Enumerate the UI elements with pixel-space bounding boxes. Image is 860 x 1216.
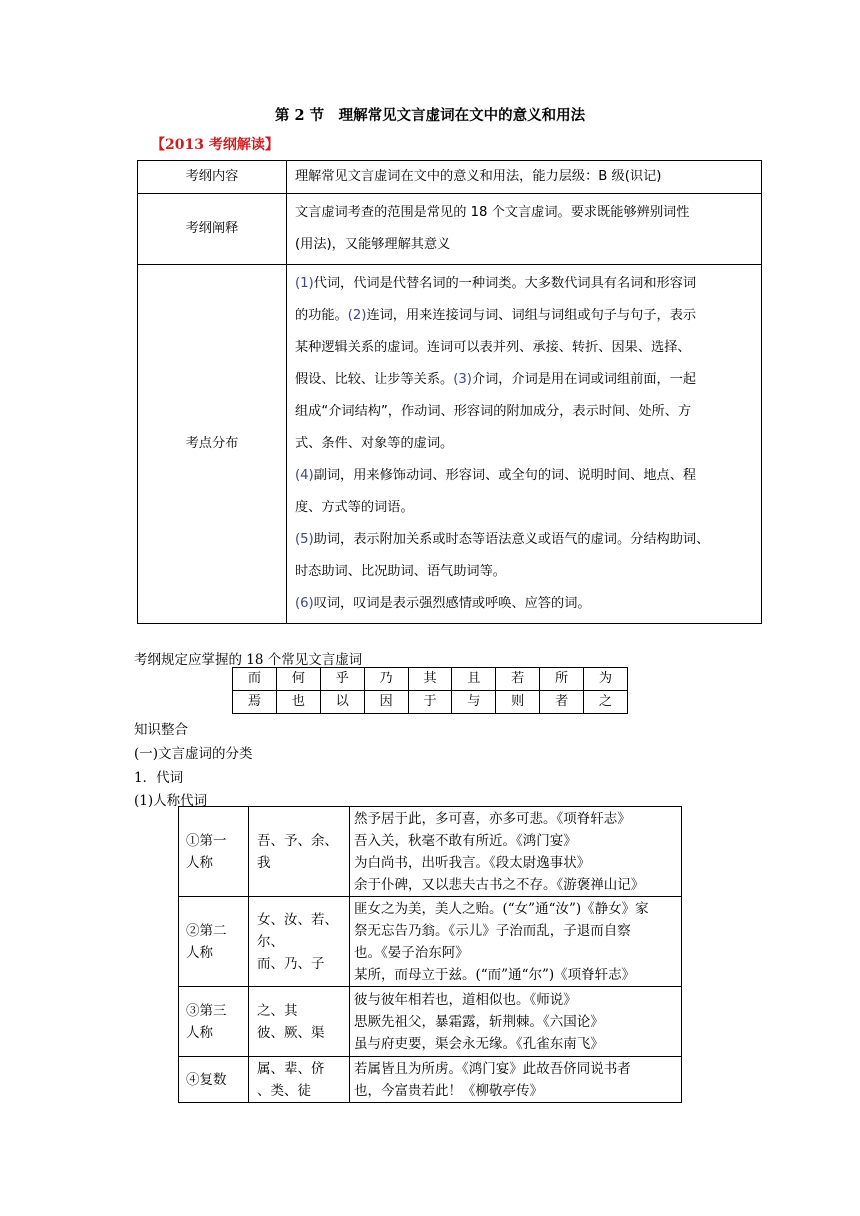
content-line: (5)助词，表示附加关系或时态等语法意义或语气的虚词。分结构助词、 [295, 532, 710, 547]
examples-cell: 然予居于此，多可喜，亦多可悲。《项脊轩志》 吾入关，秋毫不敢有所近。《鸿门宴》 为白尚书，出听我言。《段太尉逸事状》 余于仆碑，又以悲夫古书之不存。《游褒禅山记》 [350, 807, 682, 897]
word-cell: 因 [364, 691, 408, 714]
exam-outline-badge: 【2013 考纲解读】 [151, 137, 279, 153]
section-heading: 1．代词 [134, 770, 184, 786]
pronoun-words-cell: 之、其 彼、厥、渠 [249, 987, 350, 1057]
row-content [287, 161, 762, 194]
person-cell: ④复数 [179, 1057, 249, 1103]
content-line: (用法)，又能够理解其意义 [295, 237, 451, 252]
examples-cell: 彼与彼年相若也，道相似也。《师说》 思厥先祖父，暴霜露，斩荆棘。《六国论》 虽与府吏要，渠会永无缘。《孔雀东南飞》 [350, 987, 682, 1057]
content-line: 式、条件、对象等的虚词。 [295, 436, 454, 451]
item-number: (4) [295, 468, 314, 483]
word-cell: 与 [452, 691, 496, 714]
word-cell: 者 [540, 691, 584, 714]
content-line: 文言虚词考查的范围是常见的 18 个文言虚词。要求既能够辨别词性 [295, 205, 690, 220]
content-line: 时态助词、比况助词、语气助词等。 [295, 564, 506, 579]
content-line: 假设、比较、让步等关系。(3)介词，介词是用在词或词组前面，一起 [295, 372, 697, 387]
word-cell: 则 [496, 691, 540, 714]
section-heading: (一)文言虚词的分类 [134, 746, 253, 762]
word-cell: 乃 [364, 668, 408, 691]
word-cell: 以 [320, 691, 364, 714]
examples-cell: 若属皆且为所虏。《鸿门宴》此故吾侪同说书者 也，今富贵若此！《柳敬亭传》 [350, 1057, 682, 1103]
item-number: (2) [347, 308, 367, 323]
words-caption: 考纲规定应掌握的 18 个常见文言虚词 [134, 652, 363, 668]
exam-outline-table [137, 160, 762, 624]
word-cell: 为 [584, 668, 628, 691]
table-row [233, 668, 628, 691]
content-line: (4)副词，用来修饰动词、形容词、或全句的词、说明时间、地点、程 [295, 468, 697, 483]
table-row [179, 1057, 682, 1103]
pronoun-words-cell: 吾、予、余、 我 [249, 807, 350, 897]
pronoun-words-cell: 属、辈、侪 、类、徒 [249, 1057, 350, 1103]
row-content [287, 265, 762, 624]
person-cell: ①第一 人称 [179, 807, 249, 897]
table-row [138, 161, 762, 194]
table-row [179, 807, 682, 897]
table-row [138, 194, 762, 265]
content-line: 某种逻辑关系的虚词。连词可以表并列、承接、转折、因果、选择、 [295, 340, 691, 355]
section-heading: (1)人称代词 [134, 793, 208, 809]
content-line: 的功能。(2)连词，用来连接词与词、词组与词组或句子与句子，表示 [295, 308, 697, 323]
section-heading: 知识整合 [134, 722, 188, 738]
item-number: (6) [295, 596, 314, 611]
content-line: (1)代词，代词是代替名词的一种词类。大多数代词具有名词和形容词 [295, 276, 697, 291]
word-cell: 所 [540, 668, 584, 691]
word-cell: 于 [408, 691, 452, 714]
function-words-table [232, 667, 628, 714]
word-cell: 之 [584, 691, 628, 714]
word-cell: 乎 [320, 668, 364, 691]
table-row [179, 897, 682, 987]
content-line: 组成“介词结构”，作动词、形容词的附加成分，表示时间、处所、方 [295, 404, 692, 419]
table-row [233, 691, 628, 714]
word-cell: 且 [452, 668, 496, 691]
pronoun-words-cell: 女、汝、若、 尔、 而、乃、子 [249, 897, 350, 987]
person-cell: ③第三 人称 [179, 987, 249, 1057]
row-label: 考纲内容 [138, 161, 287, 194]
item-number: (3) [453, 372, 472, 387]
content-line: 理解常见文言虚词在文中的意义和用法，能力层级：B 级(识记) [295, 169, 662, 184]
word-cell: 而 [233, 668, 277, 691]
word-cell: 也 [276, 691, 320, 714]
row-label: 考纲阐释 [138, 194, 287, 265]
row-content [287, 194, 762, 265]
word-cell: 其 [408, 668, 452, 691]
table-row [179, 987, 682, 1057]
word-cell: 何 [276, 668, 320, 691]
examples-cell: 匪女之为美，美人之贻。(“女”通“汝”)《静女》家 祭无忘告乃翁。《示儿》子治而乱，子退而自察 也。《晏子治东阿》 某所，而母立于兹。(“而”通“尔”)《项脊轩志》 [350, 897, 682, 987]
person-cell: ②第二 人称 [179, 897, 249, 987]
row-label: 考点分布 [138, 265, 287, 624]
content-line: 度、方式等的词语。 [295, 500, 414, 515]
personal-pronoun-table [178, 806, 682, 1103]
word-cell: 若 [496, 668, 540, 691]
page-title: 第 2 节 理解常见文言虚词在文中的意义和用法 [274, 107, 586, 124]
item-number: (5) [295, 532, 314, 547]
item-number: (1) [295, 276, 314, 291]
word-cell: 焉 [233, 691, 277, 714]
table-row [138, 265, 762, 624]
content-line: (6)叹词，叹词是表示强烈感情或呼唤、应答的词。 [295, 596, 591, 611]
